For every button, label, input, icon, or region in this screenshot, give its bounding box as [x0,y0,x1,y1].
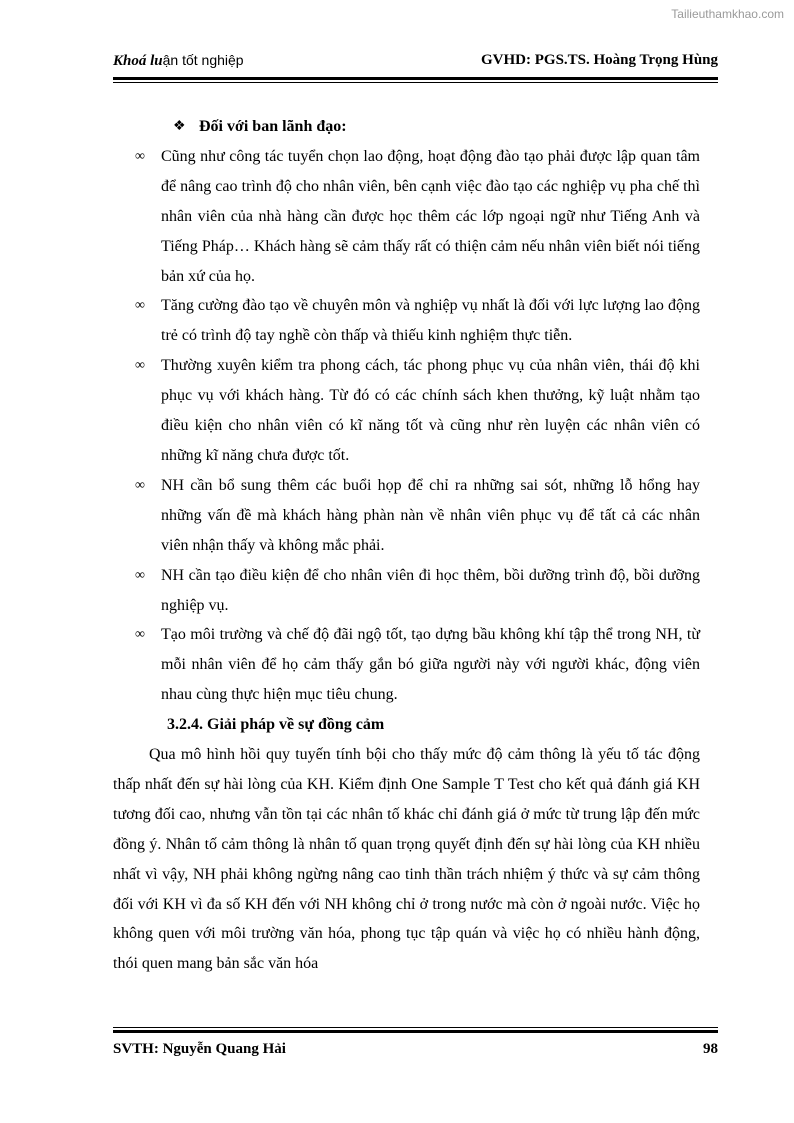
header-rule-thin [113,82,718,83]
list-item-text: Tạo môi trường và chế độ đãi ngộ tốt, tạo dựng bầu không khí tập thể trong NH, từ mỗi nhân viên để họ cảm thấy gắn bó giữa người này với người khác, động viên nhau cùng thực hiện mục tiêu chung. [161,626,700,704]
list-item-text: Thường xuyên kiểm tra phong cách, tác phong phục vụ của nhân viên, thái độ khi phục vụ với khách hàng. Từ đó có các chính sách khen thưởng, kỹ luật nhằm tạo điều kiện cho nhân viên có kĩ năng tốt và cũng như rèn luyện các nhân viên có những kĩ năng chưa được tốt. [161,357,700,464]
bullet-list [113,142,700,710]
infinity-bullet-icon: ∞ [135,627,145,643]
infinity-bullet-icon: ∞ [135,477,145,493]
list-item [113,471,700,561]
header-thesis-label-bold: Khoá lu [113,53,163,69]
header-thesis-label [113,52,244,70]
subheading-text: Đối với ban lãnh đạo: [199,118,347,135]
list-item [113,620,700,710]
page-footer [113,1041,718,1061]
list-item-text: Tăng cường đào tạo về chuyên môn và nghiệp vụ nhất là đối với lực lượng lao động trẻ có trình độ tay nghề còn thấp và thiếu kinh nghiệm thực tiễn. [161,297,700,345]
list-item [113,291,700,351]
page-number: 98 [703,1041,718,1057]
list-item [113,351,700,471]
list-item-text: NH cần bổ sung thêm các buổi họp để chỉ ra những sai sót, những lỗ hổng hay những vấn đề mà khách hàng phàn nàn về nhân viên phục vụ để tất cả các nhân viên nhận thấy và không mắc phải. [161,476,700,554]
list-item-text: Cũng như công tác tuyển chọn lao động, hoạt động đào tạo phải được lập quan tâm để nâng cao trình độ cho nhân viên, bên cạnh việc đào tạo các nghiệp vụ pha chế thì nhân viên của nhà hàng cần được học thêm các lớp ngoại ngữ như Tiếng Anh và Tiếng Pháp… Khách hàng sẽ cảm thấy rất có thiện cảm nếu nhân viên biết nói tiếng bản xứ của họ. [161,147,700,285]
page-content [113,112,700,979]
footer-rule-thick [113,1030,718,1033]
subheading [113,112,700,142]
header-advisor: GVHD: PGS.TS. Hoàng Trọng Hùng [481,52,718,68]
infinity-bullet-icon: ∞ [135,567,145,583]
footer-rule-thin [113,1027,718,1028]
list-item [113,561,700,621]
page-header [113,52,718,72]
footer-student: SVTH: Nguyễn Quang Hải [113,1041,286,1057]
list-item [113,142,700,292]
section-title: 3.2.4. Giải pháp về sự đồng cảm [167,716,385,734]
header-thesis-label-rest: ận tốt nghiệp [162,52,244,68]
infinity-bullet-icon: ∞ [135,298,145,314]
body-paragraph: Qua mô hình hồi quy tuyến tính bội cho thấy mức độ cảm thông là yếu tố tác động thấp nhất đến sự hài lòng của KH. Kiểm định One Sample T Test cho kết quả đánh giá KH tương đối cao, nhưng vẫn tồn tại các nhân tố khác chỉ đánh giá ở mức từ trung lập đến mức đồng ý. Nhân tố cảm thông là nhân tố quan trọng quyết định đến sự hài lòng của KH nhiều nhất vì vậy, NH phải không ngừng nâng cao tinh thần trách nhiệm ý thức và sự cảm thông đối với KH vì đa số KH đến với NH không chỉ ở trong nước mà còn ở ngoài nước. Việc họ không quen với môi trường văn hóa, phong tục tập quán và việc họ có nhiều hành động, thói quen mang bản sắc văn hóa [113,746,700,973]
diamond-bullet-icon: ❖ [173,119,186,134]
infinity-bullet-icon: ∞ [135,148,145,164]
list-item-text: NH cần tạo điều kiện để cho nhân viên đi học thêm, bồi dưỡng trình độ, bồi dưỡng nghiệp vụ. [161,566,700,614]
infinity-bullet-icon: ∞ [135,358,145,374]
watermark: Tailieuthamkhao.com [671,7,784,21]
header-rule-thick [113,77,718,80]
